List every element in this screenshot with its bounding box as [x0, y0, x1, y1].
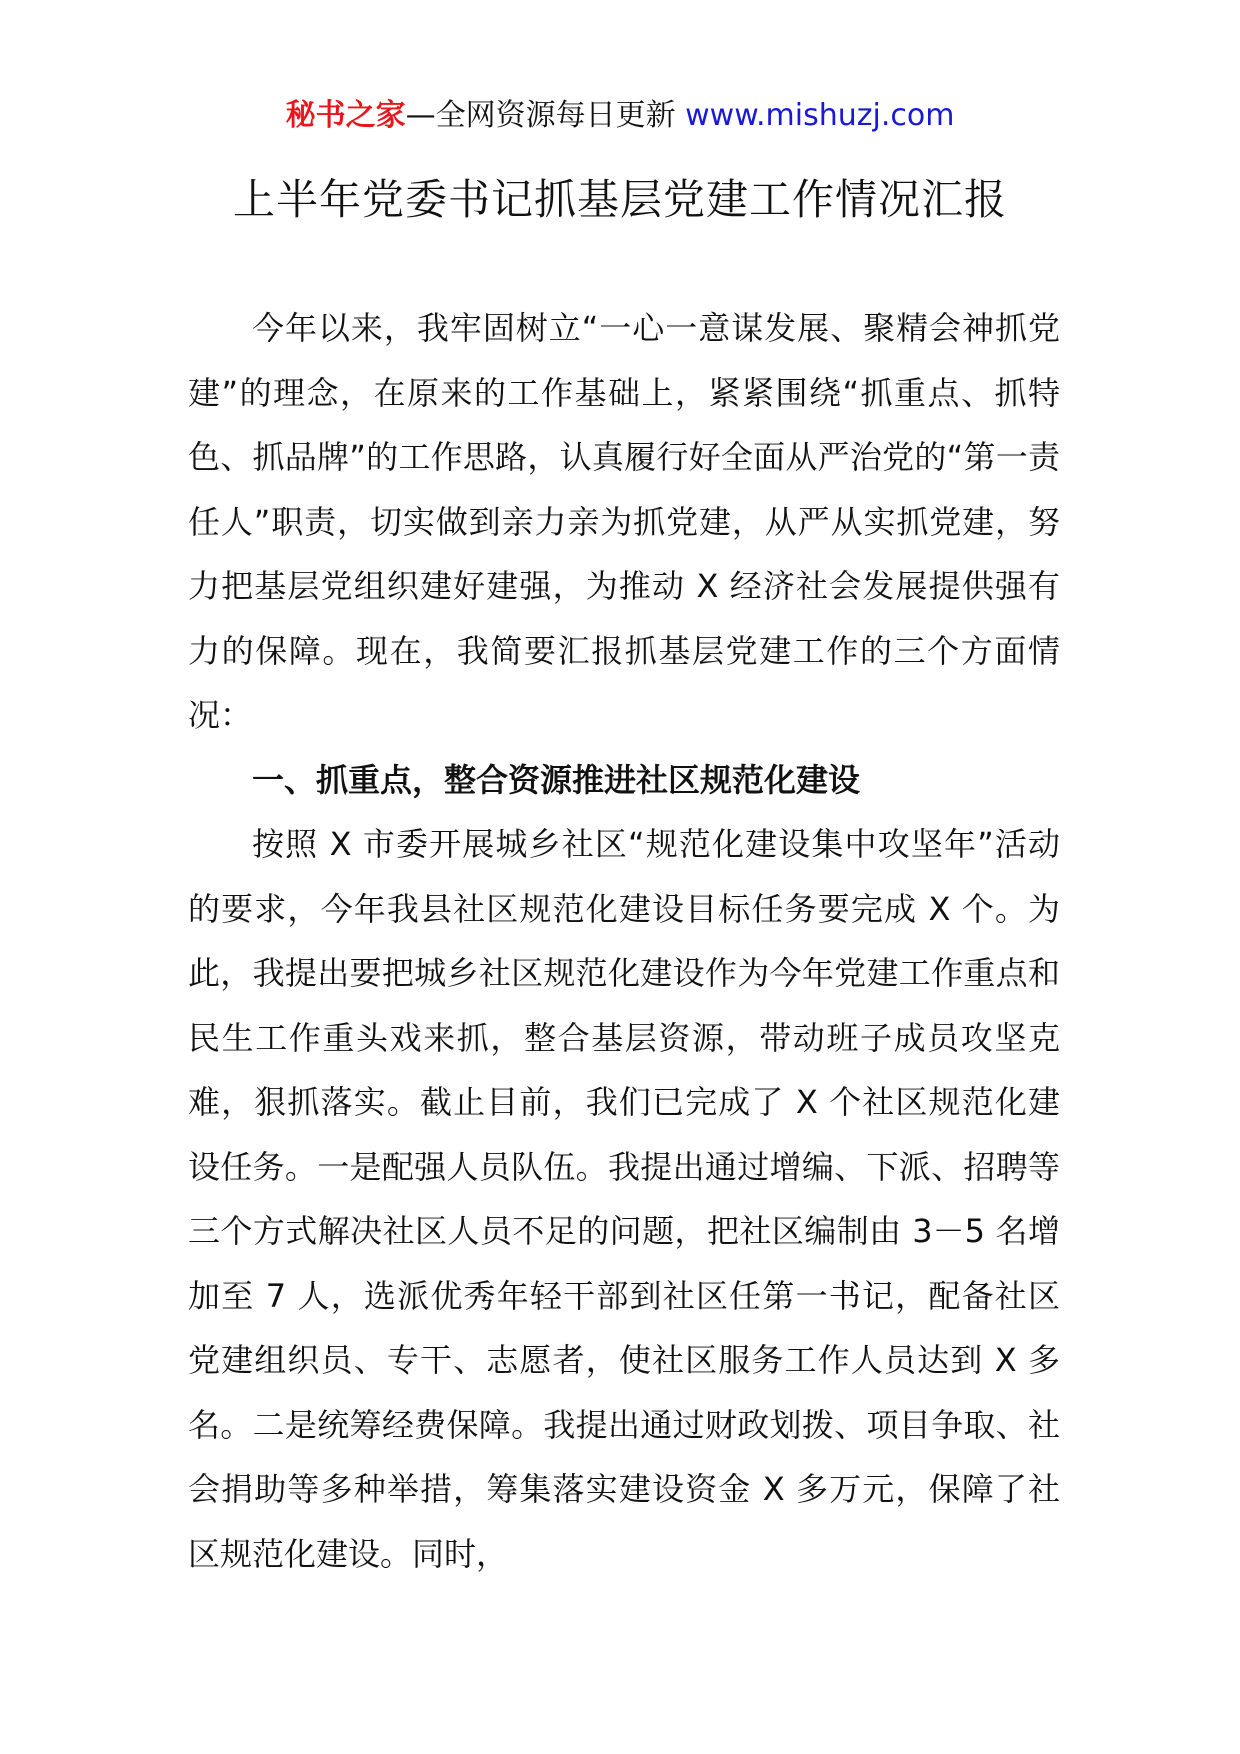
site-header	[0, 94, 1240, 138]
document-title: 上半年党委书记抓基层党建工作情况汇报	[232, 175, 1007, 224]
intro-paragraph: 今年以来，我牢固树立“一心一意谋发展、聚精会神抓党建”的理念，在原来的工作基础上，紧紧围绕“抓重点、抓特色、抓品牌”的工作思路，认真履行好全面从严治党的“第一责任人”职责，切实做到亲力亲为抓党建，从严从实抓党建，努力把基层党组织建好建强，为推动 X 经济社会发展提供强有力的保障。现在，我简要汇报抓基层党建工作的三个方面情况：	[188, 309, 1060, 734]
section-heading: 一、抓重点，整合资源推进社区规范化建设	[252, 760, 861, 799]
document-body	[188, 296, 1060, 1586]
site-url-link[interactable]: www.mishuzj.com	[685, 98, 955, 133]
brand-name: 秘书之家	[285, 98, 406, 133]
header-tagline: —全网资源每日更新	[405, 98, 686, 133]
section-paragraph: 按照 X 市委开展城乡社区“规范化建设集中攻坚年”活动的要求，今年我县社区规范化建设目标任务要完成 X 个。为此，我提出要把城乡社区规范化建设作为今年党建工作重点和民生工作重头戏来抓，整合基层资源，带动班子成员攻坚克难，狠抓落实。截止目前，我们已完成了 X 个社区规范化建设任务。一是配强人员队伍。我提出通过增编、下派、招聘等三个方式解决社区人员不足的问题，把社区编制由 3－5 名增加至 7 人，选派优秀年轻干部到社区任第一书记，配备社区党建组织员、专干、志愿者，使社区服务工作人员达到 X 多名。二是统筹经费保障。我提出通过财政划拨、项目争取、社会捐助等多种举措，筹集落实建设资金 X 多万元，保障了社区规范化建设。同时，	[188, 825, 1060, 1573]
